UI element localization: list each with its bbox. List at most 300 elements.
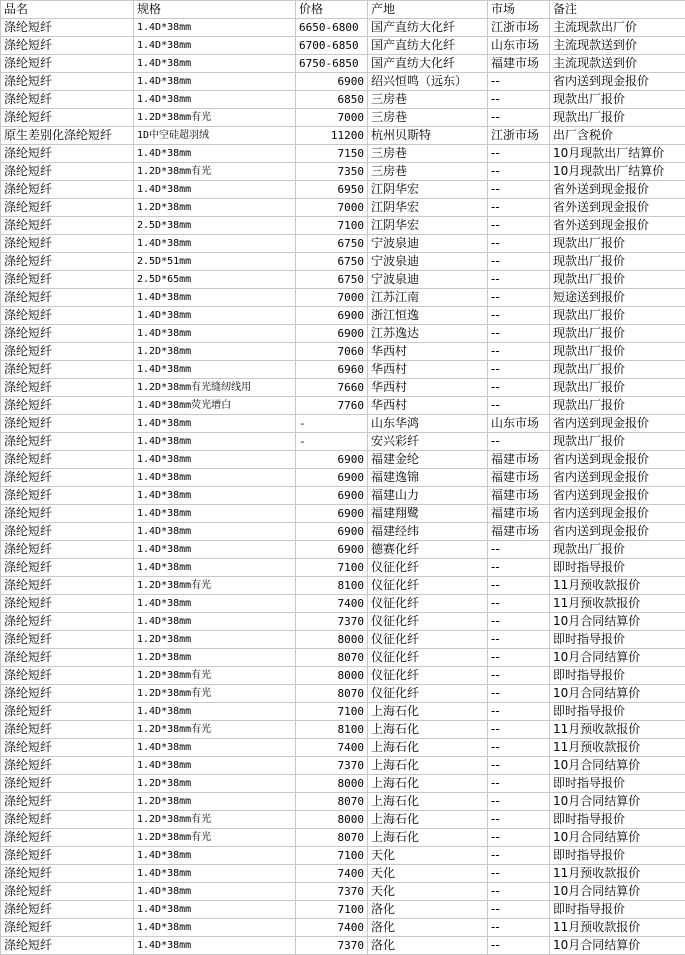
cell-product: 涤纶短纤 bbox=[1, 649, 134, 667]
cell-remark: 短途送到报价 bbox=[550, 289, 685, 307]
cell-market: 江浙市场 bbox=[488, 19, 550, 37]
cell-origin: 上海石化 bbox=[368, 829, 488, 847]
cell-market: -- bbox=[488, 181, 550, 199]
table-row bbox=[1, 613, 685, 631]
cell-spec: 1.4D*38mm bbox=[134, 937, 296, 955]
table-row bbox=[1, 379, 685, 397]
table-row bbox=[1, 487, 685, 505]
cell-origin: 福建翔鹭 bbox=[368, 505, 488, 523]
cell-remark: 10月合同结算价 bbox=[550, 883, 685, 901]
cell-remark: 10月合同结算价 bbox=[550, 685, 685, 703]
table-row bbox=[1, 811, 685, 829]
cell-spec: 1.4D*38mm bbox=[134, 559, 296, 577]
cell-price: 7100 bbox=[296, 559, 368, 577]
header-market: 市场 bbox=[488, 1, 550, 19]
cell-market: -- bbox=[488, 361, 550, 379]
cell-spec: 1.4D*38mm bbox=[134, 55, 296, 73]
cell-origin: 仪征化纤 bbox=[368, 667, 488, 685]
table-row bbox=[1, 757, 685, 775]
cell-price: 7000 bbox=[296, 199, 368, 217]
cell-product: 涤纶短纤 bbox=[1, 379, 134, 397]
cell-product: 涤纶短纤 bbox=[1, 451, 134, 469]
cell-remark: 省内送到现金报价 bbox=[550, 487, 685, 505]
cell-spec: 1.2D*38mm bbox=[134, 631, 296, 649]
cell-market: -- bbox=[488, 793, 550, 811]
cell-market: -- bbox=[488, 649, 550, 667]
cell-price: 8070 bbox=[296, 649, 368, 667]
cell-origin: 仪征化纤 bbox=[368, 577, 488, 595]
cell-market: -- bbox=[488, 595, 550, 613]
cell-price: - bbox=[296, 415, 368, 433]
cell-remark: 现款出厂报价 bbox=[550, 235, 685, 253]
cell-market: 福建市场 bbox=[488, 469, 550, 487]
cell-price: 6950 bbox=[296, 181, 368, 199]
cell-price: 7370 bbox=[296, 757, 368, 775]
cell-market: -- bbox=[488, 559, 550, 577]
cell-price: 6750 bbox=[296, 271, 368, 289]
cell-price: 7760 bbox=[296, 397, 368, 415]
cell-spec: 2.5D*38mm bbox=[134, 217, 296, 235]
cell-price: 6750 bbox=[296, 253, 368, 271]
table-row bbox=[1, 235, 685, 253]
cell-remark: 现款出厂报价 bbox=[550, 91, 685, 109]
cell-remark: 现款出厂报价 bbox=[550, 307, 685, 325]
cell-remark: 10月现款出厂结算价 bbox=[550, 145, 685, 163]
cell-market: -- bbox=[488, 397, 550, 415]
table-row bbox=[1, 739, 685, 757]
cell-price: 7400 bbox=[296, 739, 368, 757]
cell-price: 8100 bbox=[296, 721, 368, 739]
cell-price: 7660 bbox=[296, 379, 368, 397]
cell-spec: 1.2D*38mm有光缝纫线用 bbox=[134, 379, 296, 397]
table-row bbox=[1, 631, 685, 649]
cell-product: 涤纶短纤 bbox=[1, 91, 134, 109]
cell-product: 涤纶短纤 bbox=[1, 469, 134, 487]
cell-origin: 仪征化纤 bbox=[368, 649, 488, 667]
cell-origin: 上海石化 bbox=[368, 757, 488, 775]
cell-spec: 1.4D*38mm bbox=[134, 865, 296, 883]
cell-origin: 宁波泉迪 bbox=[368, 235, 488, 253]
cell-price: 7100 bbox=[296, 217, 368, 235]
cell-origin: 山东华鸿 bbox=[368, 415, 488, 433]
cell-price: 6900 bbox=[296, 469, 368, 487]
cell-market: -- bbox=[488, 577, 550, 595]
cell-market: -- bbox=[488, 109, 550, 127]
cell-product: 涤纶短纤 bbox=[1, 811, 134, 829]
cell-spec: 1.2D*38mm有光 bbox=[134, 577, 296, 595]
cell-product: 原生差别化涤纶短纤 bbox=[1, 127, 134, 145]
cell-product: 涤纶短纤 bbox=[1, 397, 134, 415]
table-row bbox=[1, 361, 685, 379]
cell-spec: 1.4D*38mm bbox=[134, 541, 296, 559]
cell-product: 涤纶短纤 bbox=[1, 253, 134, 271]
cell-remark: 省内送到现金报价 bbox=[550, 469, 685, 487]
cell-product: 涤纶短纤 bbox=[1, 847, 134, 865]
cell-origin: 浙江恒逸 bbox=[368, 307, 488, 325]
cell-product: 涤纶短纤 bbox=[1, 19, 134, 37]
table-row bbox=[1, 883, 685, 901]
cell-remark: 10月合同结算价 bbox=[550, 613, 685, 631]
cell-spec: 1.4D*38mm bbox=[134, 289, 296, 307]
cell-origin: 国产直纺大化纤 bbox=[368, 55, 488, 73]
cell-market: -- bbox=[488, 73, 550, 91]
cell-origin: 仪征化纤 bbox=[368, 685, 488, 703]
cell-remark: 现款出厂报价 bbox=[550, 271, 685, 289]
cell-market: 福建市场 bbox=[488, 487, 550, 505]
cell-product: 涤纶短纤 bbox=[1, 757, 134, 775]
table-row bbox=[1, 145, 685, 163]
table-row bbox=[1, 919, 685, 937]
cell-remark: 省内送到现金报价 bbox=[550, 415, 685, 433]
cell-market: -- bbox=[488, 775, 550, 793]
cell-origin: 福建山力 bbox=[368, 487, 488, 505]
cell-market: -- bbox=[488, 145, 550, 163]
table-row bbox=[1, 289, 685, 307]
cell-origin: 福建经纬 bbox=[368, 523, 488, 541]
cell-origin: 仪征化纤 bbox=[368, 631, 488, 649]
cell-spec: 1.2D*38mm有光 bbox=[134, 685, 296, 703]
cell-price: 8000 bbox=[296, 631, 368, 649]
cell-price: 6700-6850 bbox=[296, 37, 368, 55]
cell-price: 6900 bbox=[296, 307, 368, 325]
cell-remark: 现款出厂报价 bbox=[550, 541, 685, 559]
cell-remark: 11月预收款报价 bbox=[550, 595, 685, 613]
cell-product: 涤纶短纤 bbox=[1, 487, 134, 505]
cell-remark: 现款出厂报价 bbox=[550, 379, 685, 397]
cell-product: 涤纶短纤 bbox=[1, 775, 134, 793]
cell-remark: 即时指导报价 bbox=[550, 847, 685, 865]
cell-market: -- bbox=[488, 685, 550, 703]
cell-origin: 天化 bbox=[368, 865, 488, 883]
cell-remark: 即时指导报价 bbox=[550, 775, 685, 793]
cell-origin: 华西村 bbox=[368, 343, 488, 361]
cell-price: 8100 bbox=[296, 577, 368, 595]
cell-spec: 1.4D*38mm bbox=[134, 919, 296, 937]
table-row bbox=[1, 451, 685, 469]
table-row bbox=[1, 595, 685, 613]
cell-market: 江浙市场 bbox=[488, 127, 550, 145]
cell-remark: 即时指导报价 bbox=[550, 667, 685, 685]
cell-price: 7100 bbox=[296, 901, 368, 919]
cell-remark: 10月合同结算价 bbox=[550, 757, 685, 775]
cell-spec: 1.4D*38mm bbox=[134, 415, 296, 433]
table-row bbox=[1, 721, 685, 739]
cell-origin: 福建逸锦 bbox=[368, 469, 488, 487]
table-row bbox=[1, 37, 685, 55]
cell-spec: 1.4D*38mm bbox=[134, 145, 296, 163]
cell-spec: 1.2D*38mm bbox=[134, 793, 296, 811]
cell-origin: 福建金纶 bbox=[368, 451, 488, 469]
cell-market: -- bbox=[488, 901, 550, 919]
cell-product: 涤纶短纤 bbox=[1, 865, 134, 883]
cell-spec: 1.2D*38mm有光 bbox=[134, 109, 296, 127]
cell-remark: 现款出厂报价 bbox=[550, 253, 685, 271]
cell-origin: 江苏江南 bbox=[368, 289, 488, 307]
cell-origin: 华西村 bbox=[368, 397, 488, 415]
cell-origin: 江阴华宏 bbox=[368, 217, 488, 235]
cell-spec: 1.2D*38mm bbox=[134, 775, 296, 793]
table-row bbox=[1, 109, 685, 127]
cell-price: 7370 bbox=[296, 937, 368, 955]
cell-price: 8000 bbox=[296, 775, 368, 793]
cell-product: 涤纶短纤 bbox=[1, 325, 134, 343]
cell-product: 涤纶短纤 bbox=[1, 901, 134, 919]
cell-spec: 1.4D*38mm bbox=[134, 595, 296, 613]
cell-origin: 上海石化 bbox=[368, 793, 488, 811]
cell-product: 涤纶短纤 bbox=[1, 631, 134, 649]
cell-price: 6750 bbox=[296, 235, 368, 253]
cell-remark: 主流现款送到价 bbox=[550, 55, 685, 73]
header-spec: 规格 bbox=[134, 1, 296, 19]
cell-price: 6850 bbox=[296, 91, 368, 109]
table-row bbox=[1, 55, 685, 73]
cell-market: 山东市场 bbox=[488, 415, 550, 433]
table-row bbox=[1, 163, 685, 181]
cell-origin: 江阴华宏 bbox=[368, 199, 488, 217]
cell-product: 涤纶短纤 bbox=[1, 361, 134, 379]
cell-remark: 省外送到现金报价 bbox=[550, 217, 685, 235]
header-price: 价格 bbox=[296, 1, 368, 19]
cell-origin: 国产直纺大化纤 bbox=[368, 37, 488, 55]
cell-product: 涤纶短纤 bbox=[1, 217, 134, 235]
cell-price: 6900 bbox=[296, 487, 368, 505]
table-row bbox=[1, 847, 685, 865]
cell-price: - bbox=[296, 433, 368, 451]
table-row bbox=[1, 829, 685, 847]
cell-spec: 1D中空硅超羽绒 bbox=[134, 127, 296, 145]
cell-price: 8000 bbox=[296, 667, 368, 685]
cell-origin: 天化 bbox=[368, 883, 488, 901]
cell-origin: 洛化 bbox=[368, 937, 488, 955]
cell-remark: 现款出厂报价 bbox=[550, 433, 685, 451]
table-row bbox=[1, 901, 685, 919]
cell-product: 涤纶短纤 bbox=[1, 163, 134, 181]
cell-origin: 上海石化 bbox=[368, 811, 488, 829]
table-row bbox=[1, 19, 685, 37]
cell-market: -- bbox=[488, 379, 550, 397]
cell-market: -- bbox=[488, 199, 550, 217]
cell-price: 7100 bbox=[296, 703, 368, 721]
cell-spec: 1.4D*38mm bbox=[134, 73, 296, 91]
cell-market: -- bbox=[488, 631, 550, 649]
cell-spec: 1.4D*38mm bbox=[134, 757, 296, 775]
cell-origin: 杭州贝斯特 bbox=[368, 127, 488, 145]
cell-market: -- bbox=[488, 829, 550, 847]
cell-remark: 即时指导报价 bbox=[550, 811, 685, 829]
cell-remark: 即时指导报价 bbox=[550, 901, 685, 919]
cell-spec: 1.4D*38mm bbox=[134, 433, 296, 451]
cell-market: 山东市场 bbox=[488, 37, 550, 55]
cell-price: 7350 bbox=[296, 163, 368, 181]
cell-product: 涤纶短纤 bbox=[1, 37, 134, 55]
cell-product: 涤纶短纤 bbox=[1, 73, 134, 91]
cell-product: 涤纶短纤 bbox=[1, 577, 134, 595]
table-row bbox=[1, 559, 685, 577]
cell-product: 涤纶短纤 bbox=[1, 793, 134, 811]
table-row bbox=[1, 127, 685, 145]
cell-product: 涤纶短纤 bbox=[1, 541, 134, 559]
table-row bbox=[1, 667, 685, 685]
cell-spec: 1.4D*38mm bbox=[134, 307, 296, 325]
cell-remark: 现款出厂报价 bbox=[550, 397, 685, 415]
table-row bbox=[1, 253, 685, 271]
cell-product: 涤纶短纤 bbox=[1, 271, 134, 289]
cell-remark: 出厂含税价 bbox=[550, 127, 685, 145]
cell-spec: 1.2D*38mm bbox=[134, 343, 296, 361]
cell-spec: 1.2D*38mm有光 bbox=[134, 667, 296, 685]
cell-price: 8000 bbox=[296, 811, 368, 829]
cell-product: 涤纶短纤 bbox=[1, 181, 134, 199]
cell-spec: 1.4D*38mm bbox=[134, 91, 296, 109]
cell-market: 福建市场 bbox=[488, 451, 550, 469]
cell-spec: 2.5D*51mm bbox=[134, 253, 296, 271]
cell-price: 7400 bbox=[296, 865, 368, 883]
cell-price: 6750-6850 bbox=[296, 55, 368, 73]
table-row bbox=[1, 577, 685, 595]
cell-spec: 1.4D*38mm bbox=[134, 37, 296, 55]
cell-market: -- bbox=[488, 163, 550, 181]
cell-spec: 1.4D*38mm bbox=[134, 847, 296, 865]
cell-price: 7150 bbox=[296, 145, 368, 163]
cell-market: -- bbox=[488, 703, 550, 721]
cell-product: 涤纶短纤 bbox=[1, 199, 134, 217]
cell-price: 11200 bbox=[296, 127, 368, 145]
cell-spec: 1.4D*38mm bbox=[134, 451, 296, 469]
cell-market: -- bbox=[488, 307, 550, 325]
cell-product: 涤纶短纤 bbox=[1, 109, 134, 127]
cell-price: 6900 bbox=[296, 541, 368, 559]
cell-origin: 洛化 bbox=[368, 901, 488, 919]
cell-remark: 10月合同结算价 bbox=[550, 649, 685, 667]
cell-market: -- bbox=[488, 811, 550, 829]
cell-spec: 1.4D*38mm bbox=[134, 469, 296, 487]
cell-price: 7400 bbox=[296, 919, 368, 937]
cell-product: 涤纶短纤 bbox=[1, 667, 134, 685]
cell-origin: 三房巷 bbox=[368, 163, 488, 181]
cell-origin: 华西村 bbox=[368, 361, 488, 379]
cell-origin: 三房巷 bbox=[368, 91, 488, 109]
cell-origin: 上海石化 bbox=[368, 775, 488, 793]
cell-market: -- bbox=[488, 883, 550, 901]
cell-product: 涤纶短纤 bbox=[1, 415, 134, 433]
cell-price: 6900 bbox=[296, 505, 368, 523]
cell-product: 涤纶短纤 bbox=[1, 307, 134, 325]
table-row bbox=[1, 685, 685, 703]
cell-origin: 上海石化 bbox=[368, 739, 488, 757]
cell-product: 涤纶短纤 bbox=[1, 703, 134, 721]
cell-price: 7000 bbox=[296, 289, 368, 307]
cell-remark: 10月合同结算价 bbox=[550, 829, 685, 847]
cell-market: -- bbox=[488, 325, 550, 343]
cell-market: -- bbox=[488, 541, 550, 559]
cell-origin: 德赛化纤 bbox=[368, 541, 488, 559]
table-row bbox=[1, 91, 685, 109]
cell-spec: 1.4D*38mm bbox=[134, 523, 296, 541]
cell-remark: 11月预收款报价 bbox=[550, 865, 685, 883]
cell-remark: 10月合同结算价 bbox=[550, 937, 685, 955]
cell-market: -- bbox=[488, 433, 550, 451]
cell-remark: 省内送到现金报价 bbox=[550, 451, 685, 469]
cell-spec: 1.4D*38mm bbox=[134, 883, 296, 901]
cell-origin: 三房巷 bbox=[368, 109, 488, 127]
table-row bbox=[1, 307, 685, 325]
cell-spec: 1.2D*38mm bbox=[134, 649, 296, 667]
cell-price: 8070 bbox=[296, 793, 368, 811]
cell-spec: 1.4D*38mm bbox=[134, 19, 296, 37]
cell-market: 福建市场 bbox=[488, 505, 550, 523]
cell-spec: 1.4D*38mm bbox=[134, 325, 296, 343]
cell-price: 6900 bbox=[296, 325, 368, 343]
cell-price: 6960 bbox=[296, 361, 368, 379]
cell-market: -- bbox=[488, 253, 550, 271]
cell-price: 7060 bbox=[296, 343, 368, 361]
cell-remark: 省内送到现金报价 bbox=[550, 523, 685, 541]
table-row bbox=[1, 181, 685, 199]
cell-spec: 1.4D*38mm bbox=[134, 739, 296, 757]
cell-remark: 省内送到现金报价 bbox=[550, 505, 685, 523]
cell-origin: 国产直纺大化纤 bbox=[368, 19, 488, 37]
cell-remark: 11月预收款报价 bbox=[550, 577, 685, 595]
cell-product: 涤纶短纤 bbox=[1, 343, 134, 361]
cell-price: 8070 bbox=[296, 829, 368, 847]
cell-spec: 1.4D*38mm bbox=[134, 703, 296, 721]
cell-price: 7400 bbox=[296, 595, 368, 613]
cell-market: -- bbox=[488, 865, 550, 883]
table-body bbox=[1, 19, 685, 955]
cell-spec: 1.2D*38mm有光 bbox=[134, 721, 296, 739]
cell-market: 福建市场 bbox=[488, 523, 550, 541]
cell-spec: 1.4D*38mm bbox=[134, 613, 296, 631]
cell-price: 7370 bbox=[296, 883, 368, 901]
cell-price: 6900 bbox=[296, 523, 368, 541]
cell-price: 8070 bbox=[296, 685, 368, 703]
cell-remark: 现款出厂报价 bbox=[550, 109, 685, 127]
cell-origin: 仪征化纤 bbox=[368, 613, 488, 631]
cell-origin: 洛化 bbox=[368, 919, 488, 937]
cell-product: 涤纶短纤 bbox=[1, 721, 134, 739]
cell-spec: 1.2D*38mm bbox=[134, 199, 296, 217]
cell-remark: 省外送到现金报价 bbox=[550, 199, 685, 217]
cell-origin: 宁波泉迪 bbox=[368, 253, 488, 271]
cell-remark: 现款出厂报价 bbox=[550, 361, 685, 379]
cell-origin: 天化 bbox=[368, 847, 488, 865]
cell-product: 涤纶短纤 bbox=[1, 685, 134, 703]
cell-remark: 11月预收款报价 bbox=[550, 721, 685, 739]
cell-product: 涤纶短纤 bbox=[1, 55, 134, 73]
cell-remark: 主流现款送到价 bbox=[550, 37, 685, 55]
header-remark: 备注 bbox=[550, 1, 685, 19]
cell-spec: 1.4D*38mm bbox=[134, 505, 296, 523]
cell-price: 7370 bbox=[296, 613, 368, 631]
table-row bbox=[1, 649, 685, 667]
cell-product: 涤纶短纤 bbox=[1, 505, 134, 523]
cell-product: 涤纶短纤 bbox=[1, 559, 134, 577]
cell-remark: 即时指导报价 bbox=[550, 559, 685, 577]
cell-product: 涤纶短纤 bbox=[1, 739, 134, 757]
cell-product: 涤纶短纤 bbox=[1, 883, 134, 901]
cell-origin: 绍兴恒鸣（远东） bbox=[368, 73, 488, 91]
cell-product: 涤纶短纤 bbox=[1, 433, 134, 451]
table-row bbox=[1, 199, 685, 217]
cell-origin: 上海石化 bbox=[368, 721, 488, 739]
cell-product: 涤纶短纤 bbox=[1, 145, 134, 163]
cell-price: 7100 bbox=[296, 847, 368, 865]
cell-product: 涤纶短纤 bbox=[1, 937, 134, 955]
table-row bbox=[1, 505, 685, 523]
header-product: 品名 bbox=[1, 1, 134, 19]
cell-product: 涤纶短纤 bbox=[1, 235, 134, 253]
cell-spec: 1.2D*38mm有光 bbox=[134, 163, 296, 181]
